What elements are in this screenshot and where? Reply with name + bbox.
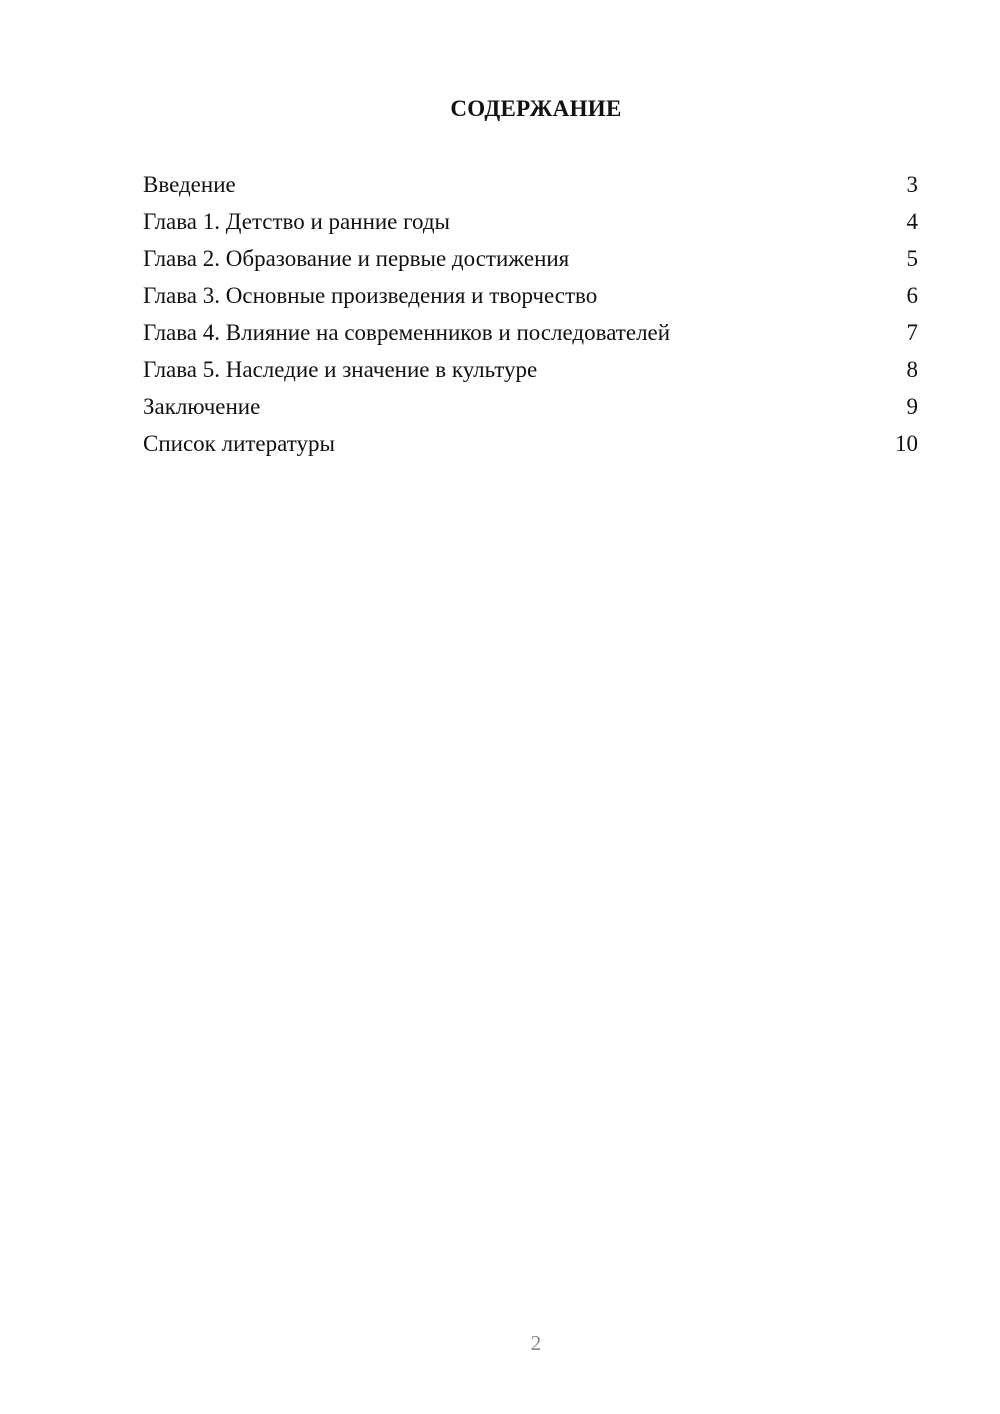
toc-entry-page: 10: [895, 431, 918, 456]
toc-entry-label: Введение: [143, 172, 236, 197]
toc-entry-label: Глава 3. Основные произведения и творчество: [143, 283, 598, 308]
toc-entry-label: Список литературы: [143, 431, 335, 456]
toc-entry: [143, 244, 918, 281]
toc-entry: [143, 318, 918, 355]
toc-entry-page: 8: [906, 357, 918, 382]
toc-entry-label: Глава 5. Наследие и значение в культуре: [143, 357, 538, 382]
toc-entry: [143, 207, 918, 244]
toc-entry-label: Заключение: [143, 394, 261, 419]
toc-title: СОДЕРЖАНИЕ: [450, 96, 622, 121]
toc-entry-page: 9: [906, 394, 918, 419]
toc-entry-label: Глава 1. Детство и ранние годы: [143, 209, 450, 234]
toc-entry-page: 5: [906, 246, 918, 271]
toc-entry-page: 4: [906, 209, 918, 234]
toc-list: [143, 170, 918, 466]
toc-entry: [143, 429, 918, 466]
toc-entry-label: Глава 2. Образование и первые достижения: [143, 246, 570, 271]
toc-entry-page: 7: [906, 320, 918, 345]
toc-entry: [143, 281, 918, 318]
toc-entry: [143, 355, 918, 392]
toc-entry: [143, 392, 918, 429]
page-number: 2: [530, 1331, 542, 1355]
toc-entry-page: 6: [906, 283, 918, 308]
toc-entry-page: 3: [906, 172, 918, 197]
toc-entry: [143, 170, 918, 207]
toc-entry-label: Глава 4. Влияние на современников и последователей: [143, 320, 671, 345]
